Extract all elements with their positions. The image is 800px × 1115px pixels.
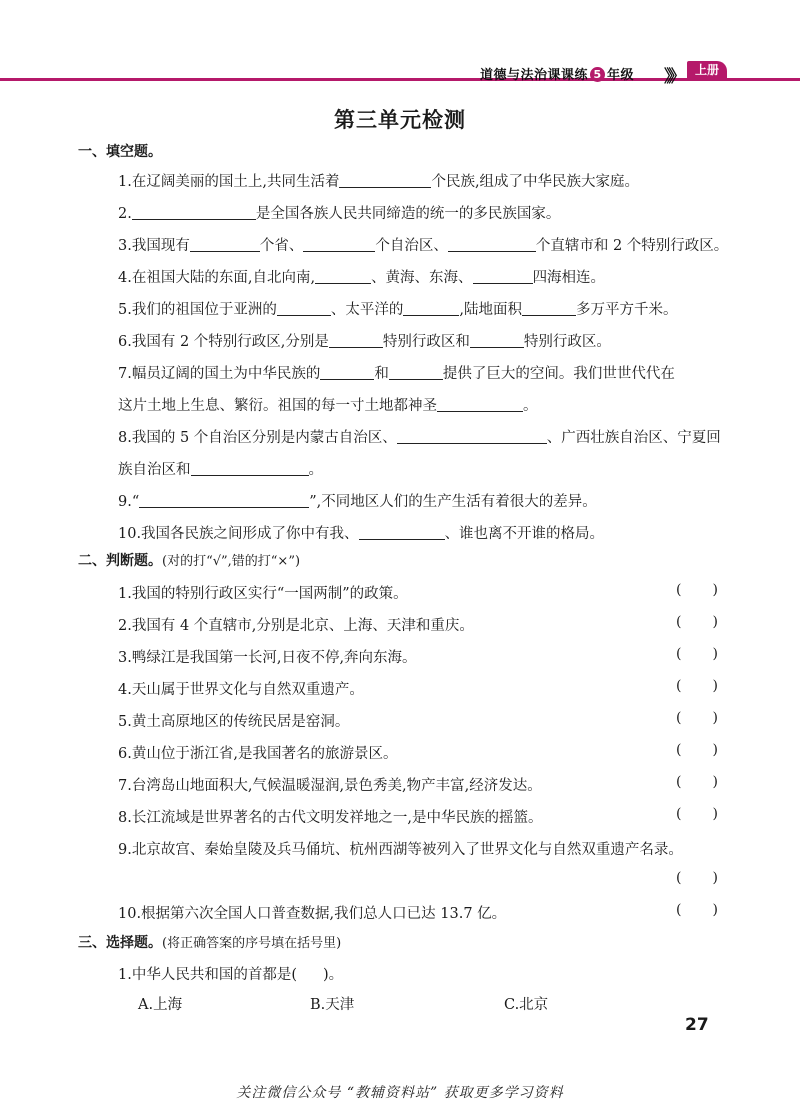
paren-open: (	[676, 742, 682, 758]
question-text: 特别行政区和	[382, 334, 470, 350]
question-text: 10.我国各民族之间形成了你中有我、	[118, 526, 359, 542]
answer-blank[interactable]	[277, 301, 331, 316]
answer-parentheses[interactable]	[676, 614, 718, 630]
option-c[interactable]: C.北京	[504, 997, 549, 1013]
option-a[interactable]: A.上海	[138, 997, 183, 1013]
question-text: 提供了巨大的空间。我们世世代代在	[442, 366, 675, 382]
question-text: 8.我国的 5 个自治区分别是内蒙古自治区、	[118, 430, 397, 446]
fill-question-7	[118, 362, 675, 383]
judge-question: 4.天山属于世界文化与自然双重遗产。	[118, 682, 364, 698]
question-text: 。	[523, 398, 538, 414]
paren-close: )	[712, 902, 718, 918]
paren-close: )	[712, 710, 718, 726]
answer-blank[interactable]	[522, 301, 576, 316]
answer-blank[interactable]	[339, 173, 431, 188]
question-text: ,陆地面积	[459, 302, 522, 318]
question-text: 1.在辽阔美丽的国土上,共同生活着	[118, 174, 340, 190]
paren-open: (	[676, 582, 682, 598]
fill-question-3	[118, 234, 728, 255]
answer-blank[interactable]	[132, 205, 256, 220]
question-text: 和	[374, 366, 389, 382]
judge-question: 2.我国有 4 个直辖市,分别是北京、上海、天津和重庆。	[118, 618, 474, 634]
question-text: 1.中华人民共和国的首都是(	[118, 967, 297, 983]
answer-parentheses[interactable]	[676, 742, 718, 758]
grade-label: 年级	[607, 68, 635, 83]
paren-open: (	[676, 902, 682, 918]
section-label: 一、填空题。	[78, 144, 162, 160]
paren-open: (	[676, 774, 682, 790]
section-label: 三、选择题。	[78, 935, 162, 951]
question-text: 6.我国有 2 个特别行政区,分别是	[118, 334, 329, 350]
judge-question: 3.鸭绿江是我国第一长河,日夜不停,奔向东海。	[118, 650, 417, 666]
judge-question: 8.长江流域是世界著名的古代文明发祥地之一,是中华民族的摇篮。	[118, 810, 543, 826]
question-text: 9.“	[118, 494, 140, 510]
answer-blank[interactable]	[473, 269, 533, 284]
judge-question: 1.我国的特别行政区实行“一国两制”的政策。	[118, 586, 408, 602]
answer-blank[interactable]	[303, 237, 375, 252]
answer-blank[interactable]	[448, 237, 536, 252]
answer-parentheses[interactable]	[676, 806, 718, 822]
question-text: 四海相连。	[532, 270, 606, 286]
paren-open: (	[676, 710, 682, 726]
fill-question-2	[118, 202, 560, 223]
fill-question-4	[118, 266, 605, 287]
question-text: 这片土地上生息、繁衍。祖国的每一寸土地都神圣	[118, 398, 437, 414]
answer-blank[interactable]	[403, 301, 459, 316]
answer-blank[interactable]	[191, 461, 309, 476]
question-text: 4.在祖国大陆的东面,自北向南,	[118, 270, 316, 286]
judge-question: 9.北京故宫、秦始皇陵及兵马俑坑、杭州西湖等被列入了世界文化与自然双重遗产名录。	[118, 842, 683, 858]
fill-question-6	[118, 330, 611, 351]
answer-parentheses[interactable]	[676, 646, 718, 662]
section-note: (将正确答案的序号填在括号里)	[162, 936, 342, 951]
answer-blank[interactable]	[470, 333, 524, 348]
judge-question: 5.黄土高原地区的传统民居是窑洞。	[118, 714, 350, 730]
paren-open: (	[676, 614, 682, 630]
question-text: 、谁也离不开谁的格局。	[444, 526, 605, 542]
paren-close: )	[712, 742, 718, 758]
fill-question-8	[118, 426, 721, 447]
section-judge-title	[78, 550, 300, 570]
option-b[interactable]: B.天津	[310, 997, 355, 1013]
footer-watermark: 关注微信公众号 “教辅资料站” 获取更多学习资料	[236, 1085, 564, 1101]
question-text: 个自治区、	[375, 238, 448, 254]
fill-question-1	[118, 170, 639, 191]
judge-question: 7.台湾岛山地面积大,气候温暖湿润,景色秀美,物产丰富,经济发达。	[118, 778, 542, 794]
question-text: 、黄海、东海、	[371, 270, 473, 286]
page-header	[0, 0, 800, 90]
question-text: 族自治区和	[118, 462, 191, 478]
question-text: 。	[308, 462, 323, 478]
answer-blank[interactable]	[437, 397, 523, 412]
paren-close: )	[712, 870, 718, 886]
paren-close: )	[712, 614, 718, 630]
question-text: 2.	[118, 206, 132, 222]
answer-parentheses[interactable]	[676, 710, 718, 726]
answer-parentheses[interactable]	[676, 774, 718, 790]
question-text: 5.我们的祖国位于亚洲的	[118, 302, 277, 318]
question-text: 、太平洋的	[330, 302, 404, 318]
answer-parentheses[interactable]	[676, 902, 718, 918]
fill-question-8-cont	[118, 458, 323, 479]
fill-question-10	[118, 522, 604, 543]
judge-question: 6.黄山位于浙江省,是我国著名的旅游景区。	[118, 746, 398, 762]
fill-question-5	[118, 298, 677, 319]
answer-parentheses[interactable]	[676, 582, 718, 598]
answer-blank[interactable]	[139, 493, 309, 508]
answer-blank[interactable]	[315, 269, 371, 284]
paren-close: )	[712, 646, 718, 662]
question-text: 个省、	[259, 238, 304, 254]
section-note: (对的打“√”,错的打“×”)	[162, 554, 301, 569]
question-text: 个直辖市和 2 个特别行政区。	[535, 238, 729, 254]
question-text: 是全国各族人民共同缔造的统一的多民族国家。	[255, 206, 561, 222]
choice-question-1	[118, 963, 343, 984]
fill-question-7-cont	[118, 394, 538, 415]
page-title: 第三单元检测	[334, 107, 466, 132]
question-text: 特别行政区。	[523, 334, 611, 350]
paren-close: )	[712, 774, 718, 790]
question-text: ”,不同地区人们的生产生活有着很大的差异。	[309, 494, 597, 510]
volume-tag: 上册	[687, 61, 727, 80]
section-choice-title	[78, 932, 341, 952]
question-text: )。	[323, 967, 344, 983]
paren-close: )	[712, 678, 718, 694]
judge-question: 10.根据第六次全国人口普查数据,我们总人口已达 13.7 亿。	[118, 906, 507, 922]
question-text: 7.幅员辽阔的国土为中华民族的	[118, 366, 321, 382]
answer-blank[interactable]	[359, 525, 445, 540]
paren-open: (	[676, 870, 682, 886]
paren-open: (	[676, 806, 682, 822]
double-chevron-icon: 》》	[664, 67, 682, 87]
fill-question-9	[118, 490, 597, 511]
answer-blank[interactable]	[320, 365, 374, 380]
answer-parentheses[interactable]	[676, 678, 718, 694]
question-text: 3.我国现有	[118, 238, 190, 254]
page-number: 27	[685, 1015, 709, 1035]
answer-parentheses[interactable]	[676, 870, 718, 886]
question-text: 、广西壮族自治区、宁夏回	[546, 430, 721, 446]
section-fill-title	[78, 141, 162, 161]
paren-open: (	[676, 678, 682, 694]
grade-number-badge: 5	[590, 67, 605, 82]
question-text: 多万平方千米。	[575, 302, 678, 318]
answer-blank[interactable]	[389, 365, 443, 380]
paren-open: (	[676, 646, 682, 662]
section-label: 二、判断题。	[78, 553, 162, 569]
answer-blank[interactable]	[329, 333, 383, 348]
series-title: 道德与法治课课练	[480, 68, 589, 83]
answer-blank[interactable]	[397, 429, 547, 444]
header-series	[480, 64, 634, 83]
paren-close: )	[712, 806, 718, 822]
paren-close: )	[712, 582, 718, 598]
answer-blank[interactable]	[190, 237, 260, 252]
question-text: 个民族,组成了中华民族大家庭。	[431, 174, 640, 190]
